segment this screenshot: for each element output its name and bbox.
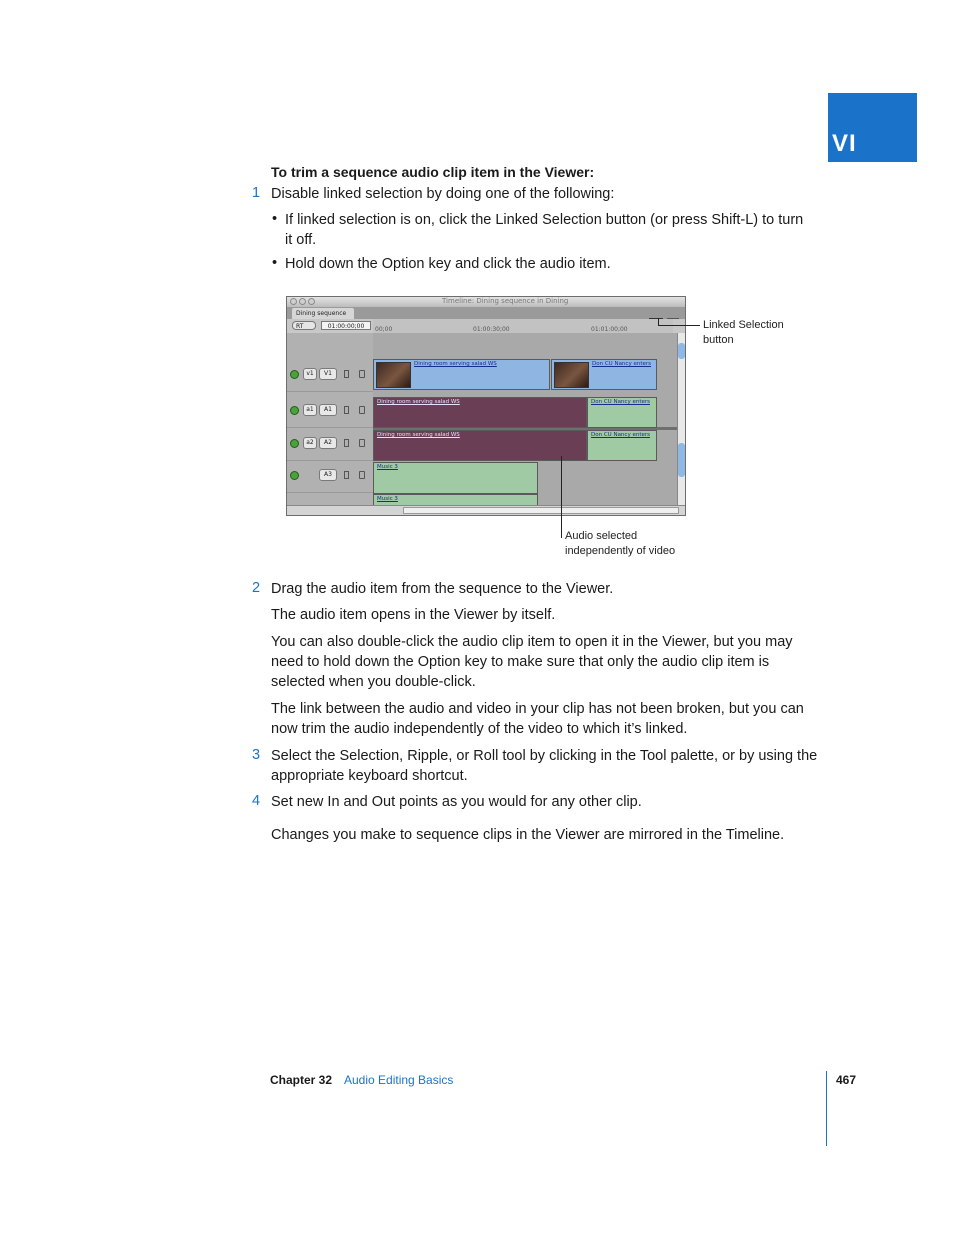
callout-leader: [658, 325, 700, 326]
audio-clip-music[interactable]: Music 3: [373, 494, 538, 506]
procedure-heading: To trim a sequence audio clip item in the Viewer:: [271, 164, 595, 180]
callout-linked-selection: Linked Selection button: [703, 319, 784, 346]
page-number: 467: [836, 1073, 857, 1087]
dest-patch-v1[interactable]: V1: [319, 368, 337, 380]
tab-dining-sequence[interactable]: Dining sequence: [292, 308, 354, 319]
step-number-4: 4: [252, 793, 261, 809]
audio-clip[interactable]: Don CU Nancy enters: [587, 397, 657, 428]
timeline-window-figure: [286, 296, 686, 516]
track-headers: [287, 333, 373, 505]
window-title: Timeline: Dining sequence in Dining: [442, 297, 569, 305]
step-text-1: Disable linked selection by doing one of the following:: [271, 186, 615, 202]
track-audible-icon[interactable]: [290, 471, 299, 480]
audio-clip-music[interactable]: Music 3: [373, 462, 538, 494]
paragraph-2: You can also double-click the audio clip item to open it in the Viewer, but you may need to hold down the Option key to make sure that only the audio clip item is selected when you double-click.: [271, 634, 793, 690]
paragraph-3: The link between the audio and video in your clip has not been broken, but you can now trim the audio independently of the video to which it’s linked.: [271, 701, 804, 737]
ruler-label: 01:00:30;00: [473, 326, 510, 333]
ruler-label: 00;00: [375, 326, 393, 333]
track-header-a1: [287, 395, 373, 428]
source-patch-a1[interactable]: a1: [303, 404, 317, 416]
lock-icon[interactable]: [344, 439, 349, 447]
auto-select-icon[interactable]: [359, 406, 365, 414]
horizontal-scrollbar[interactable]: [403, 507, 679, 514]
bullet-text-2: Hold down the Option key and click the audio item.: [285, 256, 611, 272]
bullet-marker-2: •: [272, 255, 278, 271]
sequence-tab-row: [287, 307, 685, 319]
dest-patch-a3[interactable]: A3: [319, 469, 337, 481]
bullet-text-1: If linked selection is on, click the Linked Selection button (or press Shift-L) to turn it off.: [285, 212, 804, 248]
lock-icon[interactable]: [344, 471, 349, 479]
step-text-3: Select the Selection, Ripple, or Roll tool by clicking in the Tool palette, or by using the appropriate keyboard shortcut.: [271, 748, 818, 784]
paragraph-4: Changes you make to sequence clips in the Viewer are mirrored in the Timeline.: [271, 827, 785, 843]
track-audible-icon[interactable]: [290, 439, 299, 448]
close-icon[interactable]: [290, 298, 297, 305]
track-area: [373, 333, 677, 505]
track-header-v1: [287, 359, 373, 392]
part-tab-badge: [828, 93, 917, 162]
rt-menu-button[interactable]: RT: [292, 321, 316, 330]
clip-thumbnail: [376, 362, 411, 388]
track-header-a2: [287, 428, 373, 461]
auto-select-icon[interactable]: [359, 370, 365, 378]
paragraph-1: The audio item opens in the Viewer by itself.: [271, 607, 556, 623]
callout-leader: [561, 456, 562, 538]
part-tab-label: VI: [832, 130, 857, 157]
source-patch-v1[interactable]: v1: [303, 368, 317, 380]
step-number-2: 2: [252, 580, 261, 596]
clip-thumbnail: [554, 362, 589, 388]
window-titlebar: [287, 297, 685, 307]
callout-audio-selected: Audio selected independently of video: [565, 530, 676, 557]
track-header-a3: [287, 460, 373, 493]
lock-icon[interactable]: [344, 370, 349, 378]
step-text-4: Set new In and Out points as you would for any other clip.: [271, 794, 642, 810]
footer-chapter-title: Audio Editing Basics: [344, 1073, 454, 1087]
footer-rule: [826, 1071, 827, 1146]
audio-clip-selected[interactable]: Dining room serving salad WS: [373, 397, 587, 428]
scroll-thumb-video[interactable]: [678, 343, 685, 359]
zoom-icon[interactable]: [308, 298, 315, 305]
scroll-thumb-audio[interactable]: [678, 443, 685, 477]
track-audible-icon[interactable]: [290, 406, 299, 415]
step-number-3: 3: [252, 747, 261, 763]
step-text-2: Drag the audio item from the sequence to the Viewer.: [271, 581, 614, 597]
minimize-icon[interactable]: [299, 298, 306, 305]
video-clip[interactable]: Don CU Nancy enters: [551, 359, 657, 390]
time-ruler[interactable]: [373, 319, 673, 334]
bullet-marker-1: •: [272, 211, 278, 227]
current-timecode-field[interactable]: 01:00:00;00: [321, 321, 371, 330]
timeline-bottom-bar: [287, 505, 685, 516]
dest-patch-a1[interactable]: A1: [319, 404, 337, 416]
audio-clip[interactable]: Don CU Nancy enters: [587, 430, 657, 461]
video-clip[interactable]: Dining room serving salad WS: [373, 359, 550, 390]
auto-select-icon[interactable]: [359, 439, 365, 447]
auto-select-icon[interactable]: [359, 471, 365, 479]
ruler-label: 01:01:00;00: [591, 326, 628, 333]
audio-clip-selected[interactable]: Dining room serving salad WS: [373, 430, 587, 461]
vertical-scrollbar[interactable]: [677, 333, 686, 505]
track-visibility-icon[interactable]: [290, 370, 299, 379]
step-number-1: 1: [252, 185, 261, 201]
dest-patch-a2[interactable]: A2: [319, 437, 337, 449]
footer-chapter: Chapter 32: [270, 1073, 333, 1087]
source-patch-a2[interactable]: a2: [303, 437, 317, 449]
lock-icon[interactable]: [344, 406, 349, 414]
